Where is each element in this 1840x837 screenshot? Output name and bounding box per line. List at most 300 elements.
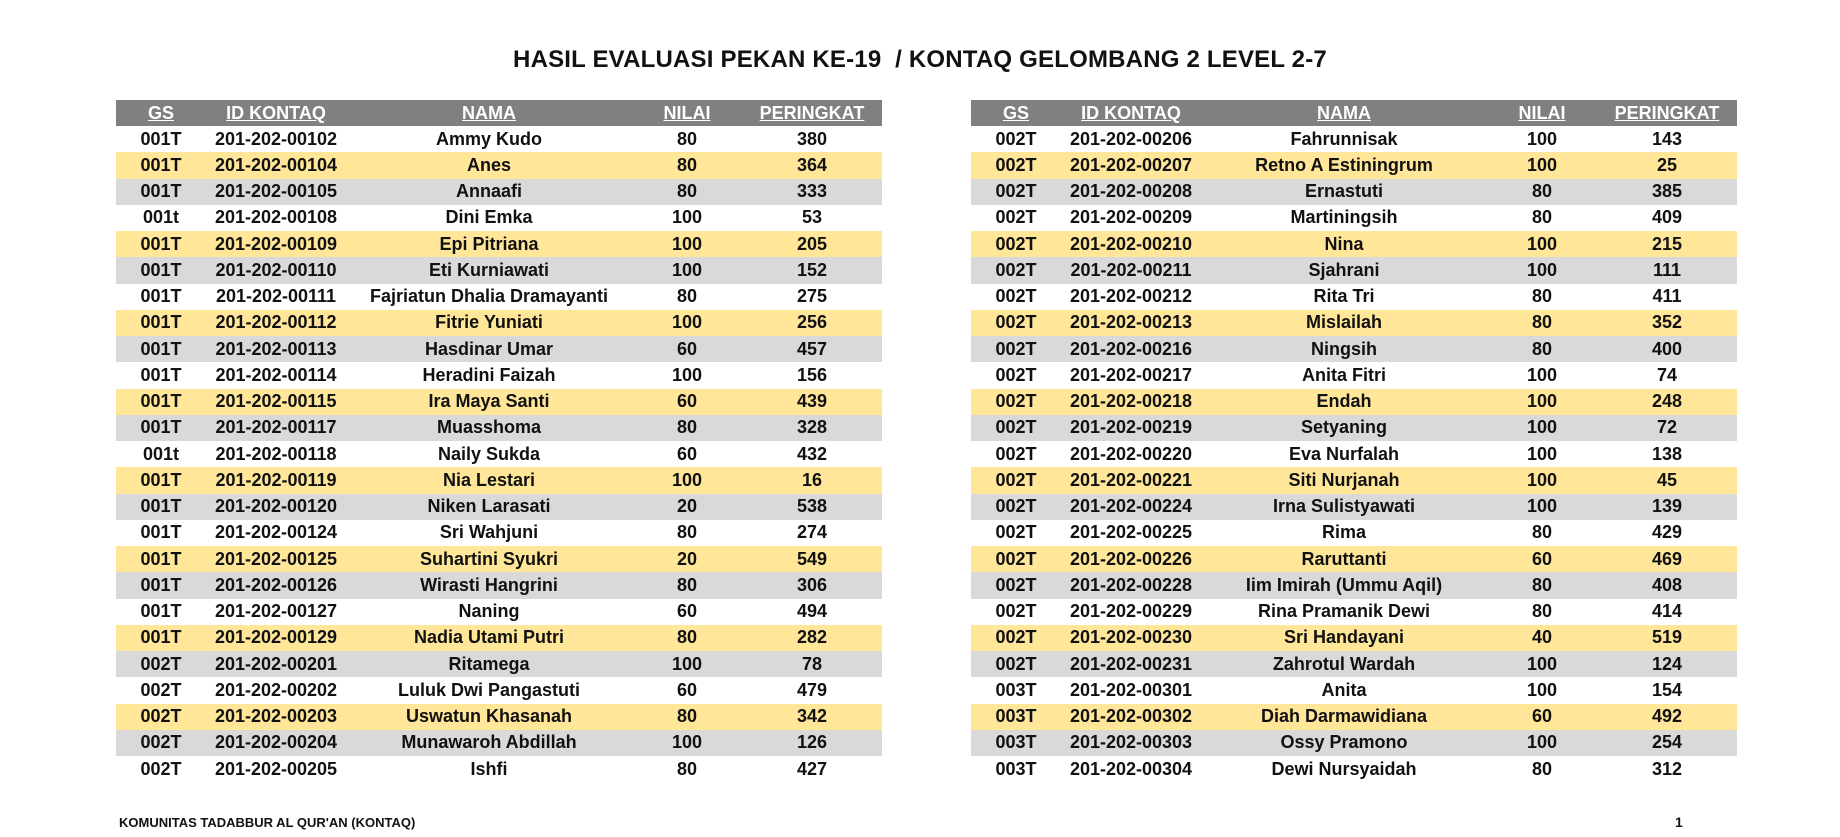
- cell-peringkat: 78: [742, 651, 882, 677]
- cell-gs: 001T: [116, 520, 206, 546]
- cell-id-kontaq: 201-202-00217: [1061, 362, 1201, 388]
- table-row: [971, 126, 1737, 152]
- page-number: 1: [1675, 814, 1683, 830]
- cell-id-kontaq: 201-202-00230: [1061, 625, 1201, 651]
- column-header-nama: NAMA: [346, 100, 632, 126]
- cell-id-kontaq: 201-202-00220: [1061, 441, 1201, 467]
- cell-gs: 002T: [971, 572, 1061, 598]
- footer-organization: KOMUNITAS TADABBUR AL QUR'AN (KONTAQ): [119, 815, 416, 830]
- table-row: [971, 704, 1737, 730]
- cell-gs: 003T: [971, 756, 1061, 782]
- cell-gs: 002T: [971, 651, 1061, 677]
- cell-peringkat: 492: [1597, 704, 1737, 730]
- cell-nilai: 80: [632, 704, 742, 730]
- table-header-row: [116, 100, 882, 126]
- table-row: [971, 572, 1737, 598]
- cell-nama: Munawaroh Abdillah: [346, 730, 632, 756]
- cell-id-kontaq: 201-202-00219: [1061, 415, 1201, 441]
- column-header-id: ID KONTAQ: [1061, 100, 1201, 126]
- cell-id-kontaq: 201-202-00201: [206, 651, 346, 677]
- cell-id-kontaq: 201-202-00112: [206, 310, 346, 336]
- table-row: [116, 362, 882, 388]
- column-header-gs: GS: [971, 100, 1061, 126]
- cell-nama: Endah: [1201, 389, 1487, 415]
- cell-id-kontaq: 201-202-00110: [206, 257, 346, 283]
- table-body-right: [971, 126, 1737, 782]
- cell-id-kontaq: 201-202-00216: [1061, 336, 1201, 362]
- cell-id-kontaq: 201-202-00203: [206, 704, 346, 730]
- cell-peringkat: 139: [1597, 494, 1737, 520]
- cell-nilai: 80: [1487, 599, 1597, 625]
- cell-gs: 001T: [116, 336, 206, 362]
- cell-gs: 001T: [116, 625, 206, 651]
- cell-peringkat: 25: [1597, 152, 1737, 178]
- cell-nilai: 100: [1487, 152, 1597, 178]
- table-row: [116, 284, 882, 310]
- table-header-row: [971, 100, 1737, 126]
- cell-peringkat: 312: [1597, 756, 1737, 782]
- cell-gs: 002T: [971, 441, 1061, 467]
- cell-nama: Setyaning: [1201, 415, 1487, 441]
- cell-nilai: 100: [1487, 730, 1597, 756]
- table-row: [116, 257, 882, 283]
- cell-nilai: 80: [632, 152, 742, 178]
- cell-nama: Raruttanti: [1201, 546, 1487, 572]
- cell-gs: 001T: [116, 257, 206, 283]
- table-row: [116, 651, 882, 677]
- table-row: [116, 179, 882, 205]
- table-row: [971, 625, 1737, 651]
- cell-peringkat: 429: [1597, 520, 1737, 546]
- cell-id-kontaq: 201-202-00221: [1061, 467, 1201, 493]
- cell-gs: 002T: [971, 389, 1061, 415]
- cell-nama: Sri Wahjuni: [346, 520, 632, 546]
- table-row: [116, 546, 882, 572]
- cell-gs: 002T: [971, 362, 1061, 388]
- table-row: [971, 415, 1737, 441]
- cell-gs: 001t: [116, 441, 206, 467]
- cell-nama: Ossy Pramono: [1201, 730, 1487, 756]
- cell-nilai: 60: [632, 441, 742, 467]
- cell-nama: Rima: [1201, 520, 1487, 546]
- cell-nama: Fajriatun Dhalia Dramayanti: [346, 284, 632, 310]
- cell-gs: 002T: [971, 520, 1061, 546]
- cell-nilai: 100: [1487, 494, 1597, 520]
- table-row: [116, 152, 882, 178]
- table-row: [971, 152, 1737, 178]
- cell-nama: Martiningsih: [1201, 205, 1487, 231]
- cell-nilai: 80: [1487, 310, 1597, 336]
- cell-nama: Wirasti Hangrini: [346, 572, 632, 598]
- table-row: [971, 205, 1737, 231]
- table-row: [116, 572, 882, 598]
- column-header-peringkat: PERINGKAT: [742, 100, 882, 126]
- cell-peringkat: 156: [742, 362, 882, 388]
- cell-nilai: 80: [1487, 284, 1597, 310]
- cell-peringkat: 342: [742, 704, 882, 730]
- cell-id-kontaq: 201-202-00228: [1061, 572, 1201, 598]
- table-row: [116, 467, 882, 493]
- cell-id-kontaq: 201-202-00127: [206, 599, 346, 625]
- cell-id-kontaq: 201-202-00229: [1061, 599, 1201, 625]
- cell-gs: 002T: [971, 336, 1061, 362]
- cell-peringkat: 409: [1597, 205, 1737, 231]
- table-row: [971, 730, 1737, 756]
- table-row: [116, 126, 882, 152]
- cell-id-kontaq: 201-202-00109: [206, 231, 346, 257]
- cell-id-kontaq: 201-202-00204: [206, 730, 346, 756]
- table-row: [971, 651, 1737, 677]
- cell-nama: Naily Sukda: [346, 441, 632, 467]
- cell-nama: Sjahrani: [1201, 257, 1487, 283]
- cell-gs: 002T: [971, 231, 1061, 257]
- cell-gs: 002T: [971, 205, 1061, 231]
- cell-id-kontaq: 201-202-00117: [206, 415, 346, 441]
- cell-peringkat: 143: [1597, 126, 1737, 152]
- table-row: [971, 310, 1737, 336]
- cell-peringkat: 400: [1597, 336, 1737, 362]
- cell-peringkat: 364: [742, 152, 882, 178]
- cell-nilai: 100: [1487, 126, 1597, 152]
- cell-nama: Anita Fitri: [1201, 362, 1487, 388]
- cell-nilai: 100: [632, 467, 742, 493]
- cell-gs: 001T: [116, 572, 206, 598]
- cell-gs: 002T: [971, 257, 1061, 283]
- cell-peringkat: 457: [742, 336, 882, 362]
- cell-nilai: 80: [1487, 572, 1597, 598]
- table-row: [971, 494, 1737, 520]
- table-row: [116, 205, 882, 231]
- cell-nama: Sri Handayani: [1201, 625, 1487, 651]
- cell-id-kontaq: 201-202-00210: [1061, 231, 1201, 257]
- cell-id-kontaq: 201-202-00115: [206, 389, 346, 415]
- cell-nama: Ritamega: [346, 651, 632, 677]
- cell-gs: 001T: [116, 546, 206, 572]
- cell-peringkat: 411: [1597, 284, 1737, 310]
- cell-nama: Heradini Faizah: [346, 362, 632, 388]
- table-row: [116, 625, 882, 651]
- table-row: [116, 730, 882, 756]
- cell-gs: 002T: [116, 730, 206, 756]
- table-row: [971, 284, 1737, 310]
- cell-nilai: 20: [632, 494, 742, 520]
- results-table-left: [116, 100, 882, 782]
- cell-nilai: 60: [1487, 546, 1597, 572]
- cell-id-kontaq: 201-202-00108: [206, 205, 346, 231]
- cell-nilai: 100: [1487, 389, 1597, 415]
- cell-peringkat: 439: [742, 389, 882, 415]
- cell-peringkat: 519: [1597, 625, 1737, 651]
- table-row: [971, 257, 1737, 283]
- cell-nama: Niken Larasati: [346, 494, 632, 520]
- cell-peringkat: 274: [742, 520, 882, 546]
- cell-nama: Siti Nurjanah: [1201, 467, 1487, 493]
- cell-gs: 001T: [116, 467, 206, 493]
- cell-nama: Eva Nurfalah: [1201, 441, 1487, 467]
- column-header-gs: GS: [116, 100, 206, 126]
- table-row: [116, 336, 882, 362]
- cell-nilai: 80: [632, 179, 742, 205]
- cell-gs: 001T: [116, 231, 206, 257]
- table-row: [116, 441, 882, 467]
- cell-id-kontaq: 201-202-00302: [1061, 704, 1201, 730]
- cell-id-kontaq: 201-202-00218: [1061, 389, 1201, 415]
- page-title: HASIL EVALUASI PEKAN KE-19 / KONTAQ GELOMBANG 2 LEVEL 2-7: [513, 46, 1327, 73]
- cell-peringkat: 408: [1597, 572, 1737, 598]
- cell-id-kontaq: 201-202-00304: [1061, 756, 1201, 782]
- cell-id-kontaq: 201-202-00111: [206, 284, 346, 310]
- table-row: [971, 467, 1737, 493]
- cell-id-kontaq: 201-202-00119: [206, 467, 346, 493]
- cell-nilai: 80: [632, 756, 742, 782]
- cell-peringkat: 380: [742, 126, 882, 152]
- cell-nilai: 80: [632, 126, 742, 152]
- cell-nilai: 100: [1487, 467, 1597, 493]
- cell-nama: Eti Kurniawati: [346, 257, 632, 283]
- cell-gs: 002T: [971, 599, 1061, 625]
- cell-id-kontaq: 201-202-00213: [1061, 310, 1201, 336]
- cell-peringkat: 205: [742, 231, 882, 257]
- cell-gs: 002T: [971, 546, 1061, 572]
- cell-peringkat: 352: [1597, 310, 1737, 336]
- cell-id-kontaq: 201-202-00224: [1061, 494, 1201, 520]
- cell-nama: Fahrunnisak: [1201, 126, 1487, 152]
- cell-peringkat: 494: [742, 599, 882, 625]
- cell-gs: 002T: [116, 677, 206, 703]
- cell-nilai: 60: [632, 677, 742, 703]
- cell-peringkat: 385: [1597, 179, 1737, 205]
- cell-nilai: 100: [632, 205, 742, 231]
- cell-peringkat: 138: [1597, 441, 1737, 467]
- cell-gs: 002T: [971, 415, 1061, 441]
- cell-nama: Nadia Utami Putri: [346, 625, 632, 651]
- cell-gs: 002T: [116, 651, 206, 677]
- cell-peringkat: 72: [1597, 415, 1737, 441]
- cell-peringkat: 215: [1597, 231, 1737, 257]
- cell-id-kontaq: 201-202-00209: [1061, 205, 1201, 231]
- cell-nama: Dewi Nursyaidah: [1201, 756, 1487, 782]
- cell-id-kontaq: 201-202-00129: [206, 625, 346, 651]
- cell-peringkat: 549: [742, 546, 882, 572]
- cell-peringkat: 254: [1597, 730, 1737, 756]
- cell-gs: 001T: [116, 389, 206, 415]
- table-row: [116, 231, 882, 257]
- cell-id-kontaq: 201-202-00206: [1061, 126, 1201, 152]
- table-row: [971, 362, 1737, 388]
- cell-nilai: 100: [1487, 231, 1597, 257]
- cell-nama: Uswatun Khasanah: [346, 704, 632, 730]
- cell-id-kontaq: 201-202-00125: [206, 546, 346, 572]
- cell-id-kontaq: 201-202-00102: [206, 126, 346, 152]
- cell-gs: 002T: [971, 494, 1061, 520]
- cell-peringkat: 432: [742, 441, 882, 467]
- cell-gs: 001T: [116, 152, 206, 178]
- cell-id-kontaq: 201-202-00207: [1061, 152, 1201, 178]
- cell-peringkat: 275: [742, 284, 882, 310]
- cell-nama: Mislailah: [1201, 310, 1487, 336]
- cell-gs: 002T: [116, 756, 206, 782]
- cell-gs: 002T: [971, 310, 1061, 336]
- cell-nilai: 60: [1487, 704, 1597, 730]
- cell-nilai: 60: [632, 336, 742, 362]
- cell-nama: Muasshoma: [346, 415, 632, 441]
- cell-peringkat: 479: [742, 677, 882, 703]
- cell-gs: 001T: [116, 494, 206, 520]
- cell-id-kontaq: 201-202-00118: [206, 441, 346, 467]
- cell-peringkat: 124: [1597, 651, 1737, 677]
- cell-nilai: 100: [1487, 257, 1597, 283]
- cell-peringkat: 152: [742, 257, 882, 283]
- cell-peringkat: 328: [742, 415, 882, 441]
- cell-id-kontaq: 201-202-00225: [1061, 520, 1201, 546]
- cell-nama: Iim Imirah (Ummu Aqil): [1201, 572, 1487, 598]
- cell-peringkat: 126: [742, 730, 882, 756]
- cell-nilai: 60: [632, 599, 742, 625]
- cell-peringkat: 53: [742, 205, 882, 231]
- cell-peringkat: 16: [742, 467, 882, 493]
- cell-id-kontaq: 201-202-00211: [1061, 257, 1201, 283]
- column-header-nama: NAMA: [1201, 100, 1487, 126]
- table-body-left: [116, 126, 882, 782]
- cell-nama: Epi Pitriana: [346, 231, 632, 257]
- cell-nilai: 80: [632, 415, 742, 441]
- column-header-nilai: NILAI: [1487, 100, 1597, 126]
- cell-nama: Irna Sulistyawati: [1201, 494, 1487, 520]
- cell-gs: 002T: [971, 152, 1061, 178]
- cell-gs: 002T: [971, 467, 1061, 493]
- cell-id-kontaq: 201-202-00105: [206, 179, 346, 205]
- cell-nilai: 80: [1487, 205, 1597, 231]
- cell-id-kontaq: 201-202-00124: [206, 520, 346, 546]
- cell-nama: Retno A Estiningrum: [1201, 152, 1487, 178]
- cell-gs: 001T: [116, 362, 206, 388]
- cell-id-kontaq: 201-202-00231: [1061, 651, 1201, 677]
- cell-nilai: 100: [1487, 677, 1597, 703]
- cell-peringkat: 333: [742, 179, 882, 205]
- table-row: [971, 179, 1737, 205]
- table-row: [971, 520, 1737, 546]
- cell-id-kontaq: 201-202-00303: [1061, 730, 1201, 756]
- column-header-nilai: NILAI: [632, 100, 742, 126]
- cell-nama: Ishfi: [346, 756, 632, 782]
- cell-nama: Dini Emka: [346, 205, 632, 231]
- table-row: [971, 546, 1737, 572]
- cell-nilai: 80: [632, 625, 742, 651]
- cell-id-kontaq: 201-202-00202: [206, 677, 346, 703]
- cell-peringkat: 306: [742, 572, 882, 598]
- cell-id-kontaq: 201-202-00212: [1061, 284, 1201, 310]
- cell-nilai: 80: [1487, 756, 1597, 782]
- cell-peringkat: 427: [742, 756, 882, 782]
- cell-nama: Anita: [1201, 677, 1487, 703]
- cell-nama: Zahrotul Wardah: [1201, 651, 1487, 677]
- cell-gs: 002T: [971, 284, 1061, 310]
- cell-nilai: 100: [632, 257, 742, 283]
- cell-peringkat: 282: [742, 625, 882, 651]
- cell-nama: Ernastuti: [1201, 179, 1487, 205]
- cell-nilai: 20: [632, 546, 742, 572]
- cell-nilai: 100: [632, 310, 742, 336]
- cell-id-kontaq: 201-202-00126: [206, 572, 346, 598]
- cell-gs: 003T: [971, 730, 1061, 756]
- table-row: [971, 231, 1737, 257]
- table-row: [116, 704, 882, 730]
- results-table-right: [971, 100, 1737, 782]
- cell-nama: Ira Maya Santi: [346, 389, 632, 415]
- cell-nilai: 60: [632, 389, 742, 415]
- cell-nama: Naning: [346, 599, 632, 625]
- cell-gs: 003T: [971, 677, 1061, 703]
- cell-nilai: 100: [1487, 362, 1597, 388]
- cell-gs: 002T: [971, 179, 1061, 205]
- cell-gs: 002T: [971, 625, 1061, 651]
- cell-peringkat: 256: [742, 310, 882, 336]
- cell-peringkat: 469: [1597, 546, 1737, 572]
- table-row: [116, 494, 882, 520]
- cell-nama: Ammy Kudo: [346, 126, 632, 152]
- cell-gs: 001T: [116, 284, 206, 310]
- cell-nilai: 100: [632, 730, 742, 756]
- cell-peringkat: 74: [1597, 362, 1737, 388]
- cell-nilai: 80: [632, 572, 742, 598]
- cell-nilai: 100: [632, 651, 742, 677]
- cell-id-kontaq: 201-202-00104: [206, 152, 346, 178]
- table-row: [971, 677, 1737, 703]
- cell-nama: Suhartini Syukri: [346, 546, 632, 572]
- table-row: [116, 599, 882, 625]
- cell-nilai: 100: [1487, 441, 1597, 467]
- column-header-id: ID KONTAQ: [206, 100, 346, 126]
- cell-nama: Luluk Dwi Pangastuti: [346, 677, 632, 703]
- cell-id-kontaq: 201-202-00205: [206, 756, 346, 782]
- cell-peringkat: 111: [1597, 257, 1737, 283]
- cell-nilai: 80: [632, 284, 742, 310]
- cell-nama: Annaafi: [346, 179, 632, 205]
- cell-nama: Anes: [346, 152, 632, 178]
- cell-gs: 001T: [116, 415, 206, 441]
- cell-nilai: 80: [632, 520, 742, 546]
- cell-peringkat: 45: [1597, 467, 1737, 493]
- table-row: [116, 415, 882, 441]
- cell-nama: Rita Tri: [1201, 284, 1487, 310]
- cell-nilai: 100: [632, 362, 742, 388]
- cell-gs: 001t: [116, 205, 206, 231]
- cell-gs: 001T: [116, 310, 206, 336]
- cell-peringkat: 248: [1597, 389, 1737, 415]
- cell-gs: 003T: [971, 704, 1061, 730]
- cell-gs: 002T: [971, 126, 1061, 152]
- cell-nilai: 100: [1487, 651, 1597, 677]
- table-row: [971, 389, 1737, 415]
- cell-nilai: 80: [1487, 179, 1597, 205]
- cell-nama: Nina: [1201, 231, 1487, 257]
- cell-gs: 001T: [116, 126, 206, 152]
- column-header-peringkat: PERINGKAT: [1597, 100, 1737, 126]
- cell-gs: 001T: [116, 599, 206, 625]
- table-row: [971, 599, 1737, 625]
- cell-peringkat: 154: [1597, 677, 1737, 703]
- cell-nama: Ningsih: [1201, 336, 1487, 362]
- table-row: [971, 756, 1737, 782]
- cell-id-kontaq: 201-202-00301: [1061, 677, 1201, 703]
- cell-peringkat: 414: [1597, 599, 1737, 625]
- cell-nama: Hasdinar Umar: [346, 336, 632, 362]
- cell-nama: Diah Darmawidiana: [1201, 704, 1487, 730]
- table-row: [116, 677, 882, 703]
- cell-nilai: 80: [1487, 520, 1597, 546]
- cell-gs: 002T: [116, 704, 206, 730]
- cell-nilai: 80: [1487, 336, 1597, 362]
